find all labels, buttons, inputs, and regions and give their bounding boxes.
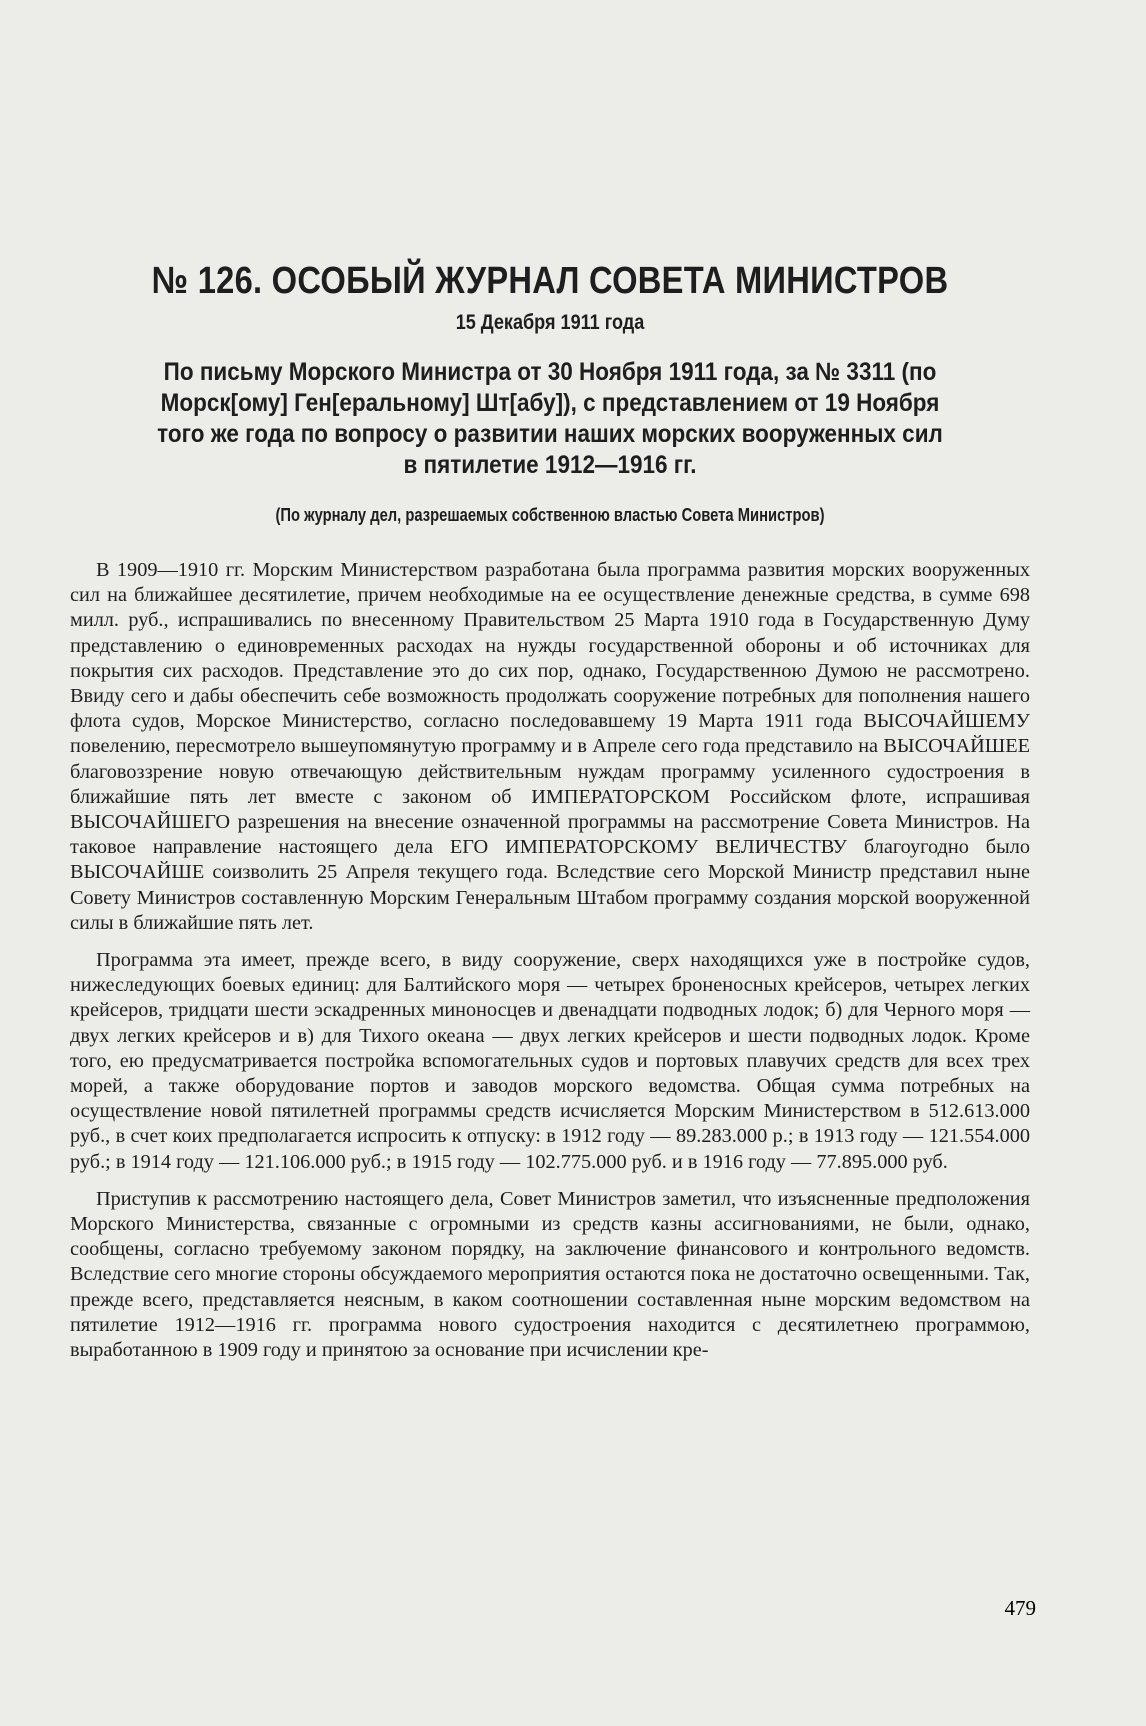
paragraph-2: Программа эта имеет, прежде всего, в виду сооружение, сверх находящихся уже в постройке судов, нижеследующих боевых единиц: для Балтийского моря — четырех броненосных крейсеров, четырех легких крейсеров, тридцати шести эскадренных миноносцев и двенадцати подводных лодок; б) для Черного моря — двух легких крейсеров и в) для Тихого океана — двух легких крейсеров и шести подводных лодок. Кроме того, ею предусматривается постройка вспомогательных судов и портовых плавучих средств для всех трех морей, а также оборудование портов и заводов морского ведомства. Общая сумма потребных на осуществление новой пятилетней программы средств исчисляется Морским Министерством в 512.613.000 руб., в счет коих предполагается испросить к отпуску: в 1912 году — 89.283.000 р.; в 1913 году — 121.554.000 руб.; в 1914 году — 121.106.000 руб.; в 1915 году — 102.775.000 руб. и в 1916 году — 77.895.000 руб. <box>70 949 1030 1173</box>
page-number: 479 <box>1004 1596 1036 1620</box>
paragraph-1: В 1909—1910 гг. Морским Министерством разработана была программа развития морских вооруженных сил на ближайшее десятилетие, причем необходимые на ее осуществление денежные средства, в сумме 698 милл. руб., испрашивались по внесенному Правительством 25 Марта 1910 года в Государственную Думу представлению о единовременных расходах на нужды государственной обороны и об источниках для покрытия сих расходов. Представление это до сих пор, однако, Государственною Думою не рассмотрено. Ввиду сего и дабы обеспечить себе возможность продолжать сооружение потребных для пополнения нашего флота судов, Морское Министерство, согласно последовавшему 19 Марта 1911 года ВЫСОЧАЙШЕМУ повелению, пересмотрело вышеупомянутую программу и в Апреле сего года представило на ВЫСОЧАЙШЕЕ благовоззрение новую отвечающую действительным нуждам программу усиленного судостроения в ближайшие пять лет вместе с законом об ИМПЕРАТОРСКОМ Российском флоте, испрашивая ВЫСОЧАЙШЕГО разрешения на внесение означенной программы на рассмотрение Совета Министров. На таковое направление настоящего дела ЕГО ИМПЕРАТОРСКОМУ ВЕЛИЧЕСТВУ благоугодно было ВЫСОЧАЙШЕ соизволить 25 Апреля текущего года. Вследствие сего Морской Министр представил ныне Совету Министров составленную Морским Генеральным Штабом программу создания морской вооруженной силы в ближайшие пять лет. <box>70 559 1030 934</box>
document-title: № 126. ОСОБЫЙ ЖУРНАЛ СОВЕТА МИНИСТРОВ <box>151 260 949 302</box>
document-note: (По журналу дел, разрешаемых собственною властью Совета Министров) <box>275 505 825 525</box>
document-subject: По письму Морского Министра от 30 Ноября 1911 года, за № 3311 (по Морск[ому] Ген[еральному] Шт[абу]), с представлением от 19 Ноября того же года по вопросу о развитии наших морских вооруженных сил в пятилетие 1912—1916 гг. <box>157 358 943 479</box>
paragraph-3: Приступив к рассмотрению настоящего дела, Совет Министров заметил, что изъясненные предположения Морского Министерства, связанные с огромными из средств казны ассигнованиями, не были, однако, сообщены, согласно требуемому законом порядку, на заключение финансового и контрольного ведомств. Вследствие сего многие стороны обсуждаемого мероприятия остаются пока не достаточно освещенными. Так, прежде всего, представляется неясным, в каком соотношении составленная ныне морским ведомством на пятилетие 1912—1916 гг. программа нового судостроения находится с десятилетнею программою, выработанною в 1909 году и принятою за основание при исчислении кре- <box>70 1187 1030 1362</box>
document-date: 15 Декабря 1911 года <box>455 311 645 334</box>
